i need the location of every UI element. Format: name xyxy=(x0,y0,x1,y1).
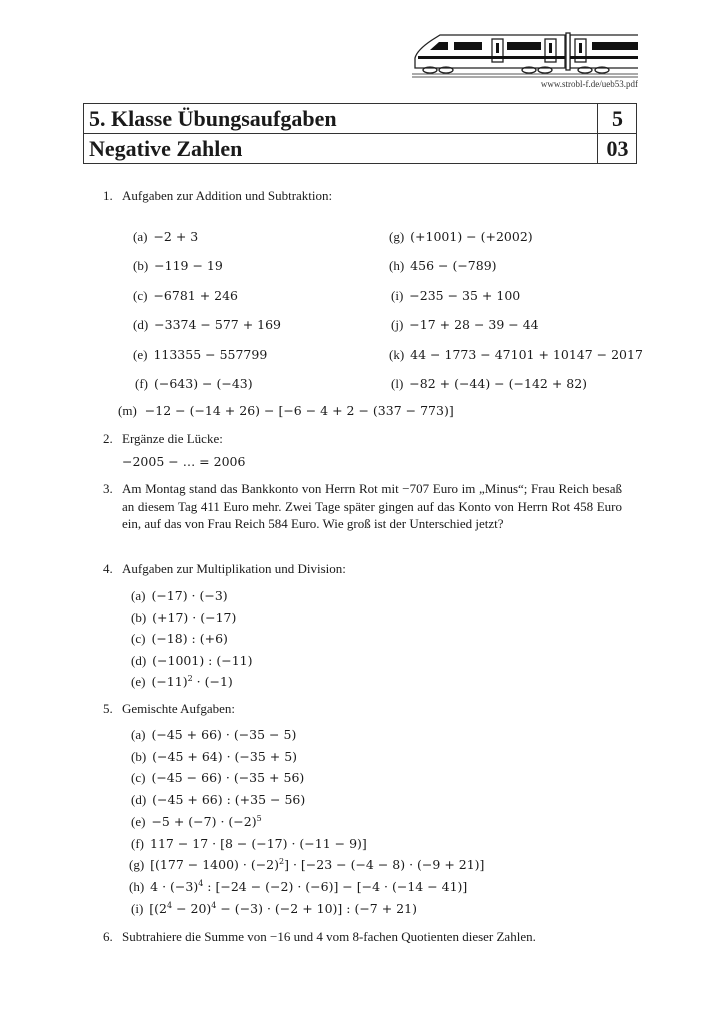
item-expression xyxy=(153,347,267,362)
item-label: (e) xyxy=(133,346,148,362)
item-label: (e) xyxy=(131,674,146,689)
task-item-t5-h xyxy=(129,878,467,896)
task-item-t1-l xyxy=(391,375,587,393)
task-item-t5-d xyxy=(131,791,305,809)
exponent: 4 xyxy=(211,900,217,910)
expression-part: · (−1) xyxy=(192,674,233,689)
expression-part: − 20) xyxy=(172,900,212,916)
item-expression xyxy=(152,610,236,625)
exponent: 5 xyxy=(256,813,262,823)
item-label: (c) xyxy=(133,287,148,303)
item-expression xyxy=(151,588,227,603)
task-1-heading: Aufgaben zur Addition und Subtraktion: xyxy=(122,188,333,203)
task-item-t5-b xyxy=(131,748,297,766)
task-item-t1-g xyxy=(389,228,533,246)
expression-part: [(177 − 1400) · (−2) xyxy=(150,857,279,873)
expression-part: −82 + (−44) − (−142 + 82) xyxy=(409,376,588,391)
exponent: 2 xyxy=(279,857,285,867)
task-2-expression: −2005 − … = 2006 xyxy=(122,454,246,469)
task-item-t4-b xyxy=(131,609,236,627)
task-1-item-m xyxy=(118,402,454,420)
expression-part: 4 · (−3) xyxy=(150,878,199,894)
task-item-t1-h xyxy=(389,257,497,275)
item-expression xyxy=(151,674,232,689)
item-expression xyxy=(151,770,304,785)
item-expression xyxy=(154,317,281,332)
item-label: (h) xyxy=(129,878,145,894)
exponent: 4 xyxy=(167,900,173,910)
item-label: (a) xyxy=(131,727,146,742)
expression-part: (−45 + 66) · (−35 − 5) xyxy=(151,727,297,742)
task-item-t4-a xyxy=(131,587,228,605)
expression-part: −235 − 35 + 100 xyxy=(409,287,521,303)
expression-part: 117 − 17 · [8 − (−17) · (−11 − 9)] xyxy=(150,835,367,851)
item-label: (e) xyxy=(131,813,146,829)
item-label: (b) xyxy=(133,258,149,274)
task-item-t1-b xyxy=(133,257,223,275)
expression-part: (+17) · (−17) xyxy=(152,609,237,625)
train-icon xyxy=(412,28,638,78)
expression-part: (−11) xyxy=(151,674,188,689)
exponent: 2 xyxy=(187,674,193,683)
item-expression: −12 − (−14 + 26) − [−6 − 4 + 2 − (337 − 773)] xyxy=(144,403,454,418)
item-label: (a) xyxy=(133,229,148,244)
expression-part: (−17) · (−3) xyxy=(151,588,228,603)
task-6-text: Subtrahiere die Summe von −16 und 4 vom 8-fachen Quotienten dieser Zahlen. xyxy=(122,929,536,944)
task-item-t4-d xyxy=(131,652,253,670)
item-expression xyxy=(150,857,484,872)
item-expression xyxy=(152,792,305,807)
item-label: (l) xyxy=(391,376,404,391)
item-label: (d) xyxy=(131,792,147,808)
task-5-number: 5. xyxy=(103,701,113,716)
task-item-t4-c xyxy=(131,630,228,648)
item-expression xyxy=(151,727,296,742)
task-item-t5-c xyxy=(131,769,304,787)
item-label: (c) xyxy=(131,770,146,786)
header-row-2 xyxy=(84,134,636,163)
item-label: (k) xyxy=(389,346,405,362)
expression-part: 113355 − 557799 xyxy=(153,346,268,362)
task-3-number: 3. xyxy=(103,481,113,496)
item-label: (f) xyxy=(131,835,144,851)
expression-part: −3374 − 577 + 169 xyxy=(154,317,282,333)
item-expression xyxy=(152,749,297,764)
expression-part: (−18) : (+6) xyxy=(151,631,228,646)
worksheet-title: 5. Klasse Übungsaufgaben xyxy=(89,106,337,131)
expression-part: (−1001) : (−11) xyxy=(152,652,253,668)
expression-part: (−643) − (−43) xyxy=(154,376,253,391)
expression-part: [(2 xyxy=(149,900,167,916)
item-label: (b) xyxy=(131,609,147,625)
task-4-number: 4. xyxy=(103,561,113,576)
item-expression xyxy=(154,258,223,273)
item-label: (b) xyxy=(131,748,147,764)
expression-part: −2 + 3 xyxy=(153,229,199,244)
task-1-number: 1. xyxy=(103,188,113,203)
task-item-t1-d xyxy=(133,316,281,334)
header-row-1 xyxy=(84,104,636,134)
task-item-t5-i xyxy=(131,900,417,918)
item-expression xyxy=(150,879,467,894)
expression-part: −6781 + 246 xyxy=(153,287,239,303)
item-expression xyxy=(150,836,367,851)
sheet-number: 03 xyxy=(597,134,637,163)
item-expression xyxy=(152,653,252,668)
item-expression xyxy=(151,814,261,829)
task-item-t1-i xyxy=(391,287,520,305)
task-item-t5-a xyxy=(131,726,296,744)
expression-part: −119 − 19 xyxy=(154,258,223,274)
item-expression xyxy=(153,229,198,244)
task-6-number: 6. xyxy=(103,929,113,944)
expression-part: (−45 + 64) · (−35 + 5) xyxy=(152,748,298,764)
expression-part: −17 + 28 − 39 − 44 xyxy=(409,317,539,333)
expression-part: ] · [−23 − (−4 − 8) · (−9 + 21)] xyxy=(284,857,485,873)
task-item-t1-a xyxy=(133,228,198,246)
item-label: (m) xyxy=(118,403,137,418)
item-label: (i) xyxy=(131,900,144,916)
item-label: (h) xyxy=(389,258,405,274)
task-item-t1-c xyxy=(133,287,238,305)
task-item-t5-f xyxy=(131,835,367,853)
item-expression xyxy=(410,229,533,244)
expression-part: −5 + (−7) · (−2) xyxy=(151,813,257,829)
task-5-heading: Gemischte Aufgaben: xyxy=(122,701,235,716)
item-expression xyxy=(149,901,417,916)
item-label: (a) xyxy=(131,588,146,603)
task-item-t1-f xyxy=(135,375,253,393)
task-item-t5-g xyxy=(129,856,484,874)
item-expression xyxy=(410,258,496,273)
item-label: (c) xyxy=(131,631,146,646)
task-item-t4-e xyxy=(131,673,233,691)
task-2-heading: Ergänze die Lücke: xyxy=(122,431,223,446)
expression-part: 44 − 1773 − 47101 + 10147 − 2017 xyxy=(410,346,643,362)
expression-part: 456 − (−789) xyxy=(410,258,497,274)
expression-part: (−45 − 66) · (−35 + 56) xyxy=(151,770,305,786)
expression-part: − (−3) · (−2 + 10)] : (−7 + 21) xyxy=(216,900,417,916)
expression-part: (+1001) − (+2002) xyxy=(410,229,533,244)
item-label: (g) xyxy=(129,857,145,873)
item-label: (j) xyxy=(391,317,404,333)
exponent: 4 xyxy=(198,878,204,888)
item-expression xyxy=(151,631,227,646)
header-table xyxy=(83,103,637,164)
topic-title: Negative Zahlen xyxy=(89,135,243,161)
task-3-text: Am Montag stand das Bankkonto von Herrn Rot mit −707 Euro im „Minus“; Frau Reich besaß an diesem Tag 411 Euro mehr. Zwei Tage später gingen auf das Konto von Herrn Rot 458 Euro ein, auf das von Frau Reich 584 Euro. Wie groß ist der Unterschied jetzt? xyxy=(122,481,622,531)
item-label: (i) xyxy=(391,287,404,303)
task-item-t1-k xyxy=(389,346,643,364)
expression-part: (−45 + 66) : (+35 − 56) xyxy=(152,792,306,808)
item-expression xyxy=(154,376,253,391)
item-expression xyxy=(410,347,643,362)
item-expression xyxy=(409,317,538,332)
task-item-t1-j xyxy=(391,316,539,334)
item-label: (f) xyxy=(135,376,148,391)
task-item-t1-e xyxy=(133,346,267,364)
item-expression xyxy=(409,376,587,391)
expression-part: : [−24 − (−2) · (−6)] − [−4 · (−14 − 41)] xyxy=(203,878,468,894)
item-expression xyxy=(153,288,238,303)
item-expression xyxy=(409,288,520,303)
task-4-heading: Aufgaben zur Multiplikation und Division: xyxy=(122,561,346,576)
item-label: (d) xyxy=(133,317,149,333)
task-2-number: 2. xyxy=(103,431,113,446)
item-label: (d) xyxy=(131,652,147,668)
source-url: www.strobl-f.de/ueb53.pdf xyxy=(540,79,638,89)
grade-number: 5 xyxy=(597,104,637,133)
task-item-t5-e xyxy=(131,813,262,831)
item-label: (g) xyxy=(389,229,405,244)
